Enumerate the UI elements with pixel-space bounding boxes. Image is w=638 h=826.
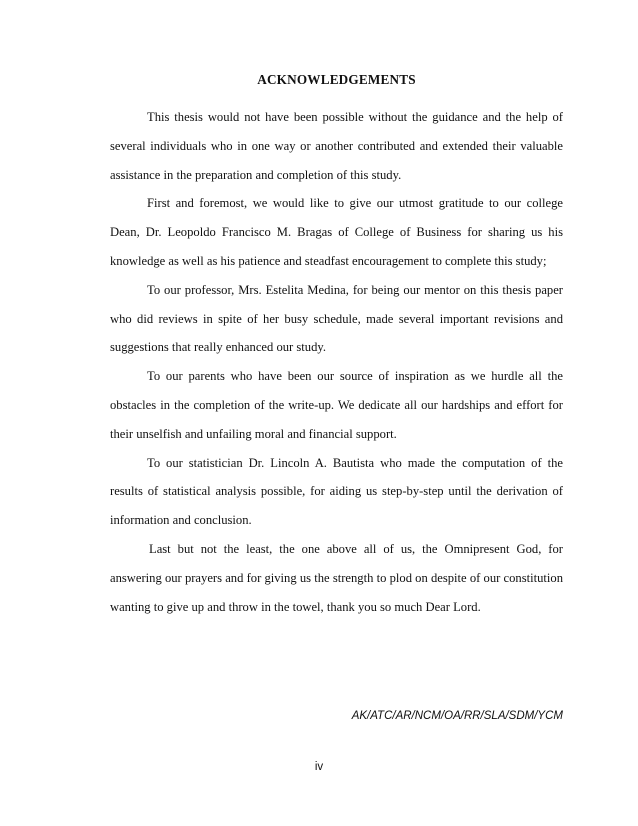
- paragraph-statistician: To our statistician Dr. Lincoln A. Bautista who made the computation of the results of statistical analysis possible, for aiding us step-by-step until the derivation of information and conclusion.: [110, 455, 563, 528]
- paragraph-parents: To our parents who have been our source of inspiration as we hurdle all the obstacles in the completion of the write-up. We dedicate all our hardships and effort for their unselfish and unfailing moral and financial support.: [110, 369, 563, 441]
- page-number: iv: [314, 761, 324, 773]
- paragraph-thesis-help: This thesis would not have been possible without the guidance and the help of several individuals who in one way or another contributed and extended their valuable assistance in the preparation and completion of this study.: [110, 110, 563, 182]
- page-title: ACKNOWLEDGEMENTS: [257, 72, 416, 87]
- paragraph-dean: First and foremost, we would like to give our utmost gratitude to our college Dean, Dr. Leopoldo Francisco M. Bragas of College of Business for sharing us his knowledge as well as his patience and steadfast encouragement to complete this study;: [110, 196, 563, 268]
- author-initials: AK/ATC/AR/NCM/OA/RR/SLA/SDM/YCM: [351, 710, 563, 722]
- acknowledgement-body: [110, 103, 563, 621]
- paragraph-god: Last but not the least, the one above all of us, the Omnipresent God, for answering our prayers and for giving us the strength to plod on despite of our constitution wanting to give up and throw in the towel, thank you so much Dear Lord.: [110, 541, 563, 614]
- paragraph-professor: To our professor, Mrs. Estelita Medina, for being our mentor on this thesis paper who did reviews in spite of her busy schedule, made several important revisions and suggestions that really enhanced our study.: [110, 282, 563, 355]
